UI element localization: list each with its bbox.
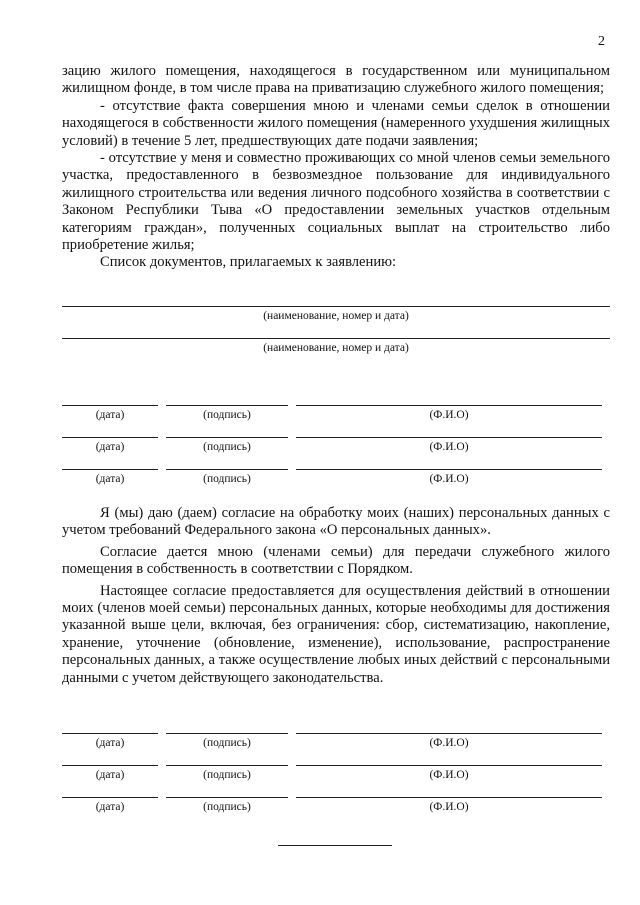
- paragraph: зацию жилого помещения, находящегося в государственном или муниципальном жилищном фонде, в том числе права на приватизацию служебного жилого помещения;: [62, 63, 610, 97]
- date-label: (дата): [95, 737, 125, 749]
- document-line: [62, 338, 610, 339]
- date-label: (дата): [95, 769, 125, 781]
- document-caption: (наименование, номер и дата): [263, 342, 409, 354]
- document-caption: (наименование, номер и дата): [263, 310, 409, 322]
- body-text-consent: [62, 505, 610, 687]
- end-separator: [278, 845, 392, 846]
- date-label: (дата): [95, 801, 125, 813]
- name-label: (Ф.И.О): [429, 441, 469, 453]
- signature-label: (подпись): [203, 409, 251, 421]
- name-label: (Ф.И.О): [429, 769, 469, 781]
- name-label: (Ф.И.О): [429, 409, 469, 421]
- signature-label: (подпись): [203, 769, 251, 781]
- paragraph: - отсутствие факта совершения мною и членами семьи сделок в отношении находящегося в собственности жилого помещения (намеренного ухудшения жилищных условий) в течение 5 лет, предшествующих дате подачи заявления;: [62, 97, 610, 149]
- date-label: (дата): [95, 409, 125, 421]
- page-number: 2: [598, 34, 605, 49]
- date-label: (дата): [95, 473, 125, 485]
- date-label: (дата): [95, 441, 125, 453]
- signature-label: (подпись): [203, 473, 251, 485]
- paragraph: Согласие дается мною (членами семьи) для передачи служебного жилого помещения в собственность в соответствии с Порядком.: [62, 543, 610, 578]
- name-label: (Ф.И.О): [429, 737, 469, 749]
- signature-label: (подпись): [203, 441, 251, 453]
- paragraph: Я (мы) даю (даем) согласие на обработку моих (наших) персональных данных с учетом требований Федерального закона «О персональных данных».: [62, 505, 610, 539]
- paragraph: Список документов, прилагаемых к заявлению:: [100, 254, 397, 271]
- paragraph: Настоящее согласие предоставляется для осуществления действий в отношении моих (членов моей семьи) персональных данных, которые необходимы для достижения указанной выше цели, включая, без ограничения: сбор, систематизацию, накопление, хранение, уточнение (обновление, изменение), использование, распространение персональных данных, а также осуществление любых иных действий с персональными данными с учетом действующего законодательства.: [62, 582, 610, 686]
- name-label: (Ф.И.О): [429, 473, 469, 485]
- document-line: [62, 306, 610, 307]
- body-text-top: [62, 63, 610, 272]
- paragraph: - отсутствие у меня и совместно проживающих со мной членов семьи земельного участка, предоставленного в безвозмездное пользование для индивидуального жилищного строительства или ведения личного подсобного хозяйства в соответствии с Законом Республики Тыва «О предоставлении земельных участков отдельным категориям граждан», полученных социальных выплат на строительство либо приобретение жилья;: [62, 150, 610, 254]
- signature-label: (подпись): [203, 801, 251, 813]
- signature-label: (подпись): [203, 737, 251, 749]
- name-label: (Ф.И.О): [429, 801, 469, 813]
